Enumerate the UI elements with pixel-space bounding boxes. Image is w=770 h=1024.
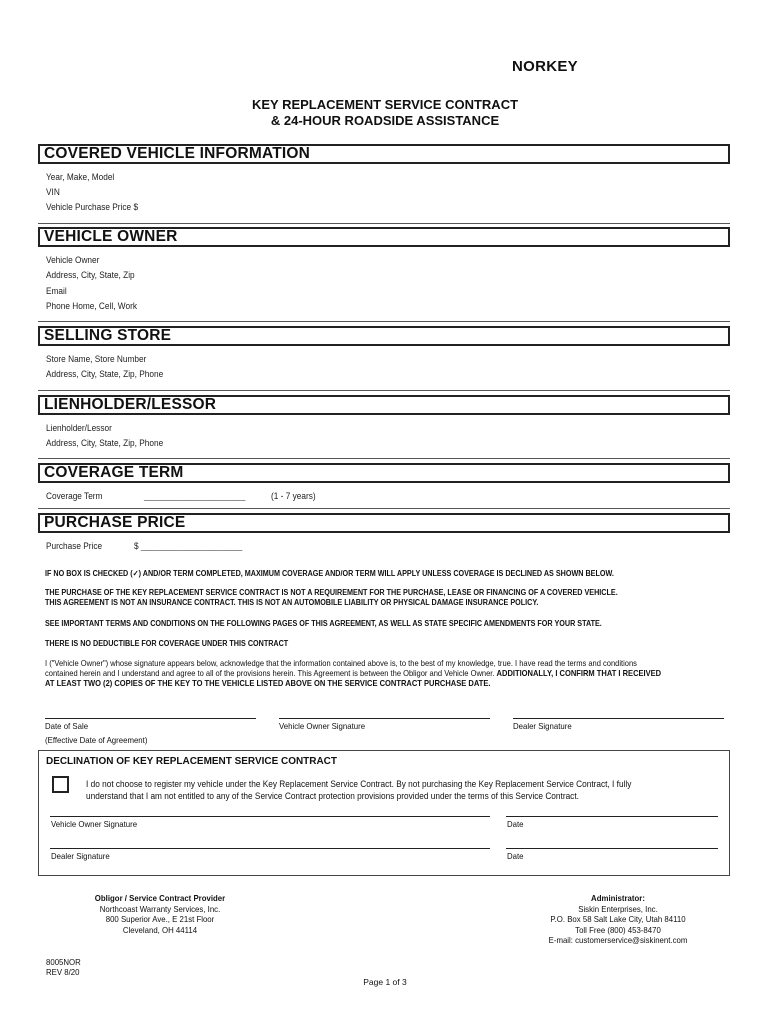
declination-title: DECLINATION OF KEY REPLACEMENT SERVICE CONTRACT: [46, 755, 337, 767]
decline-owner-signature-label: Vehicle Owner Signature: [51, 819, 138, 829]
administrator-name: Siskin Enterprises, Inc.: [578, 903, 658, 914]
dealer-signature-line[interactable]: [513, 718, 724, 719]
acknowledgement-line3: AT LEAST TWO (2) COPIES OF THE KEY TO THE VEHICLE LISTED ABOVE ON THE SERVICE CONTRACT PURCHASE DATE.: [45, 678, 491, 688]
date-of-sale-label: Date of Sale: [45, 721, 89, 731]
effective-date-label: (Effective Date of Agreement): [45, 735, 148, 745]
decline-dealer-signature-label: Dealer Signature: [51, 851, 110, 861]
section-lienholder: [38, 395, 730, 415]
administrator-email[interactable]: E-mail: customerservice@siskinent.com: [548, 935, 688, 945]
section-title: VEHICLE OWNER: [44, 228, 178, 245]
notice-terms-conditions: SEE IMPORTANT TERMS AND CONDITIONS ON THE FOLLOWING PAGES OF THIS AGREEMENT, AS WELL AS STATE SPECIFIC AMENDMENTS FOR YOUR STATE.: [45, 619, 602, 628]
notice-not-insurance: THIS AGREEMENT IS NOT AN INSURANCE CONTRACT. THIS IS NOT AN AUTOMOBILE LIABILITY OR PHYSICAL DAMAGE INSURANCE POLICY.: [45, 598, 539, 607]
obligor-name: Northcoast Warranty Services, Inc.: [99, 903, 221, 914]
declination-text: [86, 778, 631, 802]
field-label-email: Email: [46, 286, 67, 296]
obligor-address-1: 800 Superior Ave., E 21st Floor: [105, 914, 215, 924]
owner-signature-line[interactable]: [279, 718, 490, 719]
document-title-line2: & 24-HOUR ROADSIDE ASSISTANCE: [270, 113, 500, 128]
decline-date-line-1[interactable]: [506, 816, 718, 817]
acknowledgement-line2: [45, 668, 716, 678]
section-title: LIENHOLDER/LESSOR: [44, 396, 217, 413]
acknowledgement-line1: I ("Vehicle Owner") whose signature appears below, acknowledge that the information contained above is, to the best of my knowledge, true. I have read the terms and conditions: [45, 658, 637, 668]
obligor-address-2: Cleveland, OH 44114: [122, 924, 198, 935]
purchase-price-blank[interactable]: $ ______________________: [134, 541, 243, 551]
field-label-owner-address: Address, City, State, Zip: [46, 270, 135, 280]
acknowledgement-bold: ADDITIONALLY, I CONFIRM THAT I RECEIVED: [496, 668, 662, 678]
declination-text-line2: understand that I am not entitled to any of the Service Contract protection provisions provided under the terms of this Service Contract.: [86, 791, 579, 801]
field-label-purchase-price-2: Purchase Price: [46, 541, 103, 551]
coverage-term-blank[interactable]: ______________________: [144, 491, 246, 501]
field-label-vin: VIN: [46, 187, 60, 197]
section-title: COVERAGE TERM: [44, 464, 184, 481]
section-title: SELLING STORE: [44, 327, 172, 344]
section-coverage-term: [38, 463, 730, 483]
section-purchase-price: [38, 513, 730, 533]
form-code: 8005NOR: [46, 957, 81, 967]
section-selling-store: [38, 326, 730, 346]
decline-date-label-1: Date: [507, 819, 524, 829]
section-covered-vehicle: [38, 144, 730, 164]
section-vehicle-owner: [38, 227, 730, 247]
dealer-signature-label: Dealer Signature: [513, 721, 572, 731]
decline-date-label-2: Date: [507, 851, 524, 861]
revision: REV 8/20: [46, 967, 80, 977]
notice-no-box-checked: IF NO BOX IS CHECKED (✓) AND/OR TERM COMPLETED, MAXIMUM COVERAGE AND/OR TERM WILL APPLY UNLESS COVERAGE IS DECLINED AS SHOWN BELOW.: [45, 569, 614, 578]
decline-dealer-signature-line[interactable]: [50, 848, 490, 849]
page-number: Page 1 of 3: [363, 977, 407, 987]
field-label-purchase-price: Vehicle Purchase Price $: [46, 202, 139, 212]
section-title: COVERED VEHICLE INFORMATION: [44, 145, 311, 162]
field-label-store-address: Address, City, State, Zip, Phone: [46, 369, 164, 379]
obligor-title: Obligor / Service Contract Provider: [94, 893, 226, 903]
field-label-phone: Phone Home, Cell, Work: [46, 301, 137, 311]
administrator-block: [535, 893, 701, 946]
declination-text-line1: I do not choose to register my vehicle under the Key Replacement Service Contract. By not purchasing the Key Replacement Service Contract, I fully: [86, 779, 632, 789]
date-of-sale-line[interactable]: [45, 718, 256, 719]
field-label-owner: Vehicle Owner: [46, 255, 100, 265]
field-label-year-make-model: Year, Make, Model: [46, 172, 115, 182]
coverage-term-range: (1 - 7 years): [271, 491, 316, 501]
declination-box: [38, 750, 730, 876]
administrator-address: P.O. Box 58 Salt Lake City, Utah 84110: [550, 914, 686, 924]
field-label-coverage-term: Coverage Term: [46, 491, 103, 501]
document-title-line1: KEY REPLACEMENT SERVICE CONTRACT: [251, 97, 519, 112]
owner-signature-label: Vehicle Owner Signature: [279, 721, 366, 731]
field-label-lienholder: Lienholder/Lessor: [46, 423, 112, 433]
obligor-block: [77, 893, 243, 935]
section-title: PURCHASE PRICE: [44, 514, 186, 531]
field-label-lienholder-address: Address, City, State, Zip, Phone: [46, 438, 164, 448]
form-code-block: [46, 957, 81, 977]
decline-owner-signature-line[interactable]: [50, 816, 490, 817]
brand-name: NORKEY: [512, 58, 578, 75]
decline-checkbox[interactable]: [52, 776, 69, 793]
administrator-title: Administrator:: [591, 893, 645, 903]
decline-date-line-2[interactable]: [506, 848, 718, 849]
administrator-phone: Toll Free (800) 453-8470: [575, 924, 661, 935]
notice-not-requirement: THE PURCHASE OF THE KEY REPLACEMENT SERVICE CONTRACT IS NOT A REQUIREMENT FOR THE PURCHASE, LEASE OR FINANCING OF A COVERED VEHICLE.: [45, 588, 618, 597]
field-label-store-name: Store Name, Store Number: [46, 354, 147, 364]
acknowledgement-text: contained herein and I understand and agree to all of the provisions herein. This Agreement is between the Obligor and Vehicle Owner.: [45, 668, 495, 678]
notice-no-deductible: THERE IS NO DEDUCTIBLE FOR COVERAGE UNDER THIS CONTRACT: [45, 639, 289, 648]
